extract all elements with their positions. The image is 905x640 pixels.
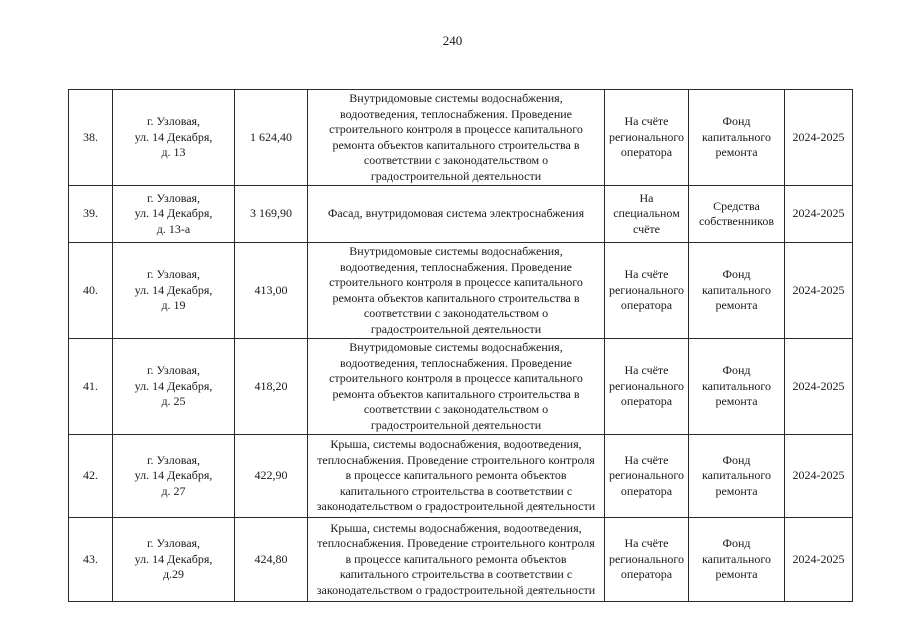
address-line: ул. 14 Декабря,	[134, 129, 213, 144]
fund-cell	[689, 339, 785, 435]
area-cell: 3 169,90	[235, 186, 308, 243]
work-line: водоотведения, теплоснабжения. Проведение	[339, 106, 572, 121]
address-line: ул. 14 Декабря,	[134, 378, 213, 393]
fund-cell	[689, 243, 785, 339]
table-row	[69, 90, 853, 186]
period-cell: 2024-2025	[785, 243, 853, 339]
fund-line: ремонта	[715, 298, 758, 313]
work-line: законодательством о градостроительной деятельности	[316, 582, 596, 597]
account-line: На счёте	[624, 452, 669, 467]
account-line: оператора	[620, 483, 673, 498]
address-line: г. Узловая,	[146, 452, 201, 467]
fund-cell	[689, 186, 785, 243]
address-line: г. Узловая,	[146, 190, 201, 205]
address-line: г. Узловая,	[146, 267, 201, 282]
work-line: водоотведения, теплоснабжения. Проведение	[339, 259, 572, 274]
work-line: законодательством о градостроительной деятельности	[316, 499, 596, 514]
area-cell: 1 624,40	[235, 90, 308, 186]
fund-line: ремонта	[715, 394, 758, 409]
fund-cell	[689, 435, 785, 518]
work-line: градостроительной деятельности	[370, 417, 542, 432]
work-line: Крыша, системы водоснабжения, водоотведения,	[330, 520, 582, 535]
address-line: ул. 14 Декабря,	[134, 551, 213, 566]
row-number: 42.	[69, 435, 113, 518]
work-line: строительного контроля в процессе капитального	[329, 371, 583, 385]
fund-cell	[689, 90, 785, 186]
address-cell	[113, 186, 235, 243]
work-description-cell	[308, 518, 605, 602]
address-line: д.29	[162, 567, 185, 582]
table-row	[69, 186, 853, 243]
work-line: теплоснабжения. Проведение строительного контроля	[317, 452, 595, 467]
account-cell	[605, 90, 689, 186]
fund-line: ремонта	[715, 567, 758, 582]
address-line: д. 19	[161, 298, 186, 313]
page-number: 240	[442, 33, 463, 48]
account-line: регионального	[608, 129, 685, 144]
work-description-cell	[308, 186, 605, 243]
fund-line: капитального	[702, 378, 771, 393]
address-cell	[113, 435, 235, 518]
account-cell	[605, 243, 689, 339]
work-description-cell	[308, 90, 605, 186]
area-cell: 413,00	[235, 243, 308, 339]
work-line: строительного контроля в процессе капитального	[329, 275, 583, 289]
work-line: в процессе капитального ремонта объектов	[345, 551, 567, 566]
fund-line: ремонта	[715, 145, 758, 160]
address-line: д. 13-а	[156, 221, 191, 236]
account-line: оператора	[620, 145, 673, 160]
work-description-cell	[308, 243, 605, 339]
address-line: ул. 14 Декабря,	[134, 282, 213, 297]
address-line: г. Узловая,	[146, 536, 201, 551]
address-line: д. 27	[161, 483, 186, 498]
account-line: На счёте	[624, 536, 669, 551]
work-description-cell	[308, 339, 605, 435]
work-description-cell	[308, 435, 605, 518]
work-line: градостроительной деятельности	[370, 168, 542, 183]
area-cell: 418,20	[235, 339, 308, 435]
work-line: Внутридомовые системы водоснабжения,	[349, 340, 563, 354]
period-cell: 2024-2025	[785, 435, 853, 518]
period-cell: 2024-2025	[785, 90, 853, 186]
account-line: счёте	[632, 221, 661, 236]
address-line: д. 25	[161, 394, 186, 409]
work-line: Фасад, внутридомовая система электроснабжения	[327, 206, 585, 221]
row-number: 41.	[69, 339, 113, 435]
address-line: д. 13	[161, 145, 186, 160]
work-line: Внутридомовые системы водоснабжения,	[349, 91, 563, 105]
period-cell: 2024-2025	[785, 186, 853, 243]
fund-line: капитального	[702, 282, 771, 297]
account-line: оператора	[620, 567, 673, 582]
work-line: соответствии с законодательством о	[363, 153, 549, 167]
work-line: Крыша, системы водоснабжения, водоотведения,	[330, 437, 582, 452]
address-line: г. Узловая,	[146, 114, 201, 129]
work-line: теплоснабжения. Проведение строительного контроля	[317, 536, 595, 551]
account-line: оператора	[620, 298, 673, 313]
fund-line: Фонд	[722, 452, 751, 467]
account-line: регионального	[608, 551, 685, 566]
fund-line: капитального	[702, 129, 771, 144]
account-line: регионального	[608, 282, 685, 297]
address-cell	[113, 518, 235, 602]
fund-cell	[689, 518, 785, 602]
address-cell	[113, 339, 235, 435]
work-line: в процессе капитального ремонта объектов	[345, 468, 567, 483]
work-line: градостроительной деятельности	[370, 321, 542, 336]
account-cell	[605, 435, 689, 518]
table-row	[69, 243, 853, 339]
work-line: соответствии с законодательством о	[363, 402, 549, 416]
work-line: капитального строительства в соответствии с	[339, 483, 573, 498]
fund-line: капитального	[702, 468, 771, 483]
work-line: ремонта объектов капитального строительства в	[332, 290, 580, 305]
area-cell: 422,90	[235, 435, 308, 518]
work-line: строительного контроля в процессе капитального	[329, 122, 583, 136]
fund-line: Фонд	[722, 267, 751, 282]
repair-schedule-table	[68, 89, 853, 602]
fund-line: собственников	[698, 214, 775, 228]
account-line: На счёте	[624, 363, 669, 378]
address-line: ул. 14 Декабря,	[134, 468, 213, 483]
address-line: ул. 14 Декабря,	[134, 206, 213, 221]
account-cell	[605, 518, 689, 602]
row-number: 38.	[69, 90, 113, 186]
table-row	[69, 435, 853, 518]
account-line: специальном	[613, 206, 680, 221]
account-cell	[605, 186, 689, 243]
work-line: ремонта объектов капитального строительства в	[332, 386, 580, 401]
account-line: На счёте	[624, 114, 669, 129]
row-number: 39.	[69, 186, 113, 243]
account-line: регионального	[608, 378, 685, 393]
address-cell	[113, 90, 235, 186]
area-cell: 424,80	[235, 518, 308, 602]
account-line: На счёте	[624, 267, 669, 282]
fund-line: капитального	[702, 551, 771, 566]
row-number: 43.	[69, 518, 113, 602]
fund-line: Фонд	[722, 114, 751, 129]
account-line: регионального	[608, 468, 685, 483]
work-line: соответствии с законодательством о	[363, 306, 549, 320]
table-row	[69, 339, 853, 435]
table-row	[69, 518, 853, 602]
address-line: г. Узловая,	[146, 363, 201, 378]
fund-line: Средства	[713, 198, 760, 213]
work-line: Внутридомовые системы водоснабжения,	[349, 244, 563, 258]
work-line: ремонта объектов капитального строительства в	[332, 137, 580, 152]
fund-line: ремонта	[715, 483, 758, 498]
work-line: водоотведения, теплоснабжения. Проведение	[339, 355, 572, 370]
fund-line: Фонд	[722, 363, 751, 378]
account-cell	[605, 339, 689, 435]
work-line: капитального строительства в соответствии с	[339, 567, 573, 582]
period-cell: 2024-2025	[785, 518, 853, 602]
address-cell	[113, 243, 235, 339]
account-line: На	[639, 190, 654, 205]
row-number: 40.	[69, 243, 113, 339]
period-cell: 2024-2025	[785, 339, 853, 435]
fund-line: Фонд	[722, 536, 751, 551]
account-line: оператора	[620, 394, 673, 409]
